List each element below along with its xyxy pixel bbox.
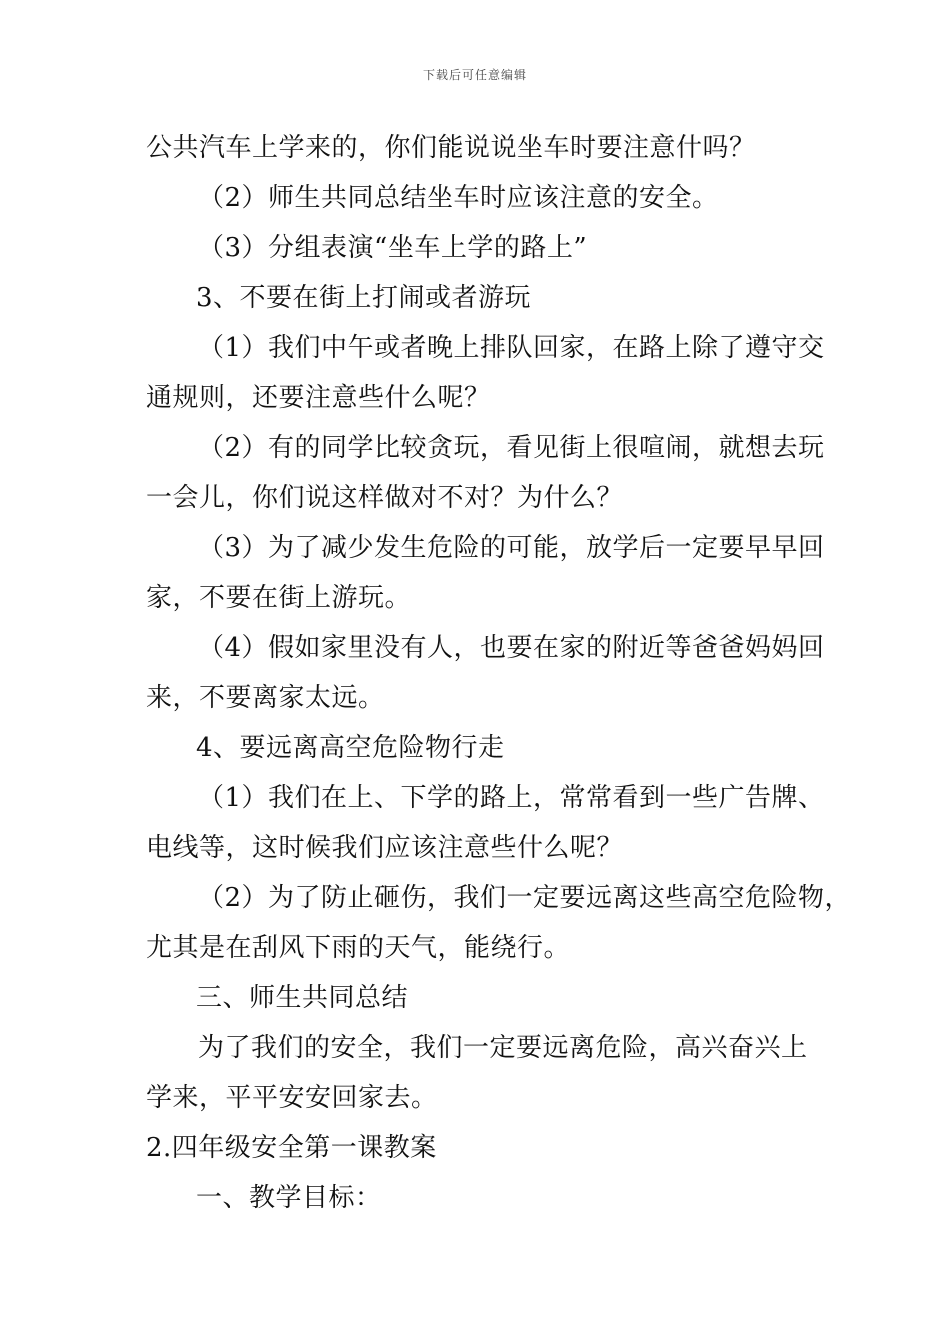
text-line: （2）为了防止砸伤，我们一定要远离这些高空危险物， [198, 883, 852, 913]
text-line: （2）有的同学比较贪玩，看见街上很喧闹，就想去玩 [198, 433, 825, 463]
text-line: 通规则，还要注意些什么呢？ [146, 383, 491, 413]
text-line: （1）我们在上、下学的路上，常常看到一些广告牌、 [198, 783, 825, 813]
text-line: （3）为了减少发生危险的可能，放学后一定要早早回 [198, 533, 825, 563]
text-line: 来，不要离家太远。 [146, 683, 385, 713]
section-heading: 4、要远离高空危险物行走 [196, 733, 505, 763]
text-line: （4）假如家里没有人，也要在家的附近等爸爸妈妈回 [198, 633, 825, 663]
page-header: 下载后可任意编辑 [422, 68, 527, 82]
section-heading: 3、不要在街上打闹或者游玩 [196, 283, 532, 313]
text-line: 电线等，这时候我们应该注意些什么呢？ [146, 833, 624, 863]
text-line: 为了我们的安全，我们一定要远离危险，高兴奋兴上 [198, 1033, 808, 1063]
text-line: 一会儿，你们说这样做对不对？为什么？ [146, 483, 624, 513]
text-line: 尤其是在刮风下雨的天气，能绕行。 [146, 933, 571, 963]
text-line: （1）我们中午或者晚上排队回家，在路上除了遵守交 [198, 333, 825, 363]
document-title: 2.四年级安全第一课教案 [146, 1133, 437, 1163]
section-heading: 三、师生共同总结 [196, 983, 409, 1013]
text-line: 公共汽车上学来的，你们能说说坐车时要注意什吗？ [146, 133, 756, 163]
text-line: （2）师生共同总结坐车时应该注意的安全。 [198, 183, 719, 213]
text-line: （3）分组表演“坐车上学的路上” [198, 233, 588, 263]
text-line: 学来，平平安安回家去。 [146, 1083, 438, 1113]
section-heading: 一、教学目标： [196, 1183, 382, 1213]
text-line: 家，不要在街上游玩。 [146, 583, 412, 613]
